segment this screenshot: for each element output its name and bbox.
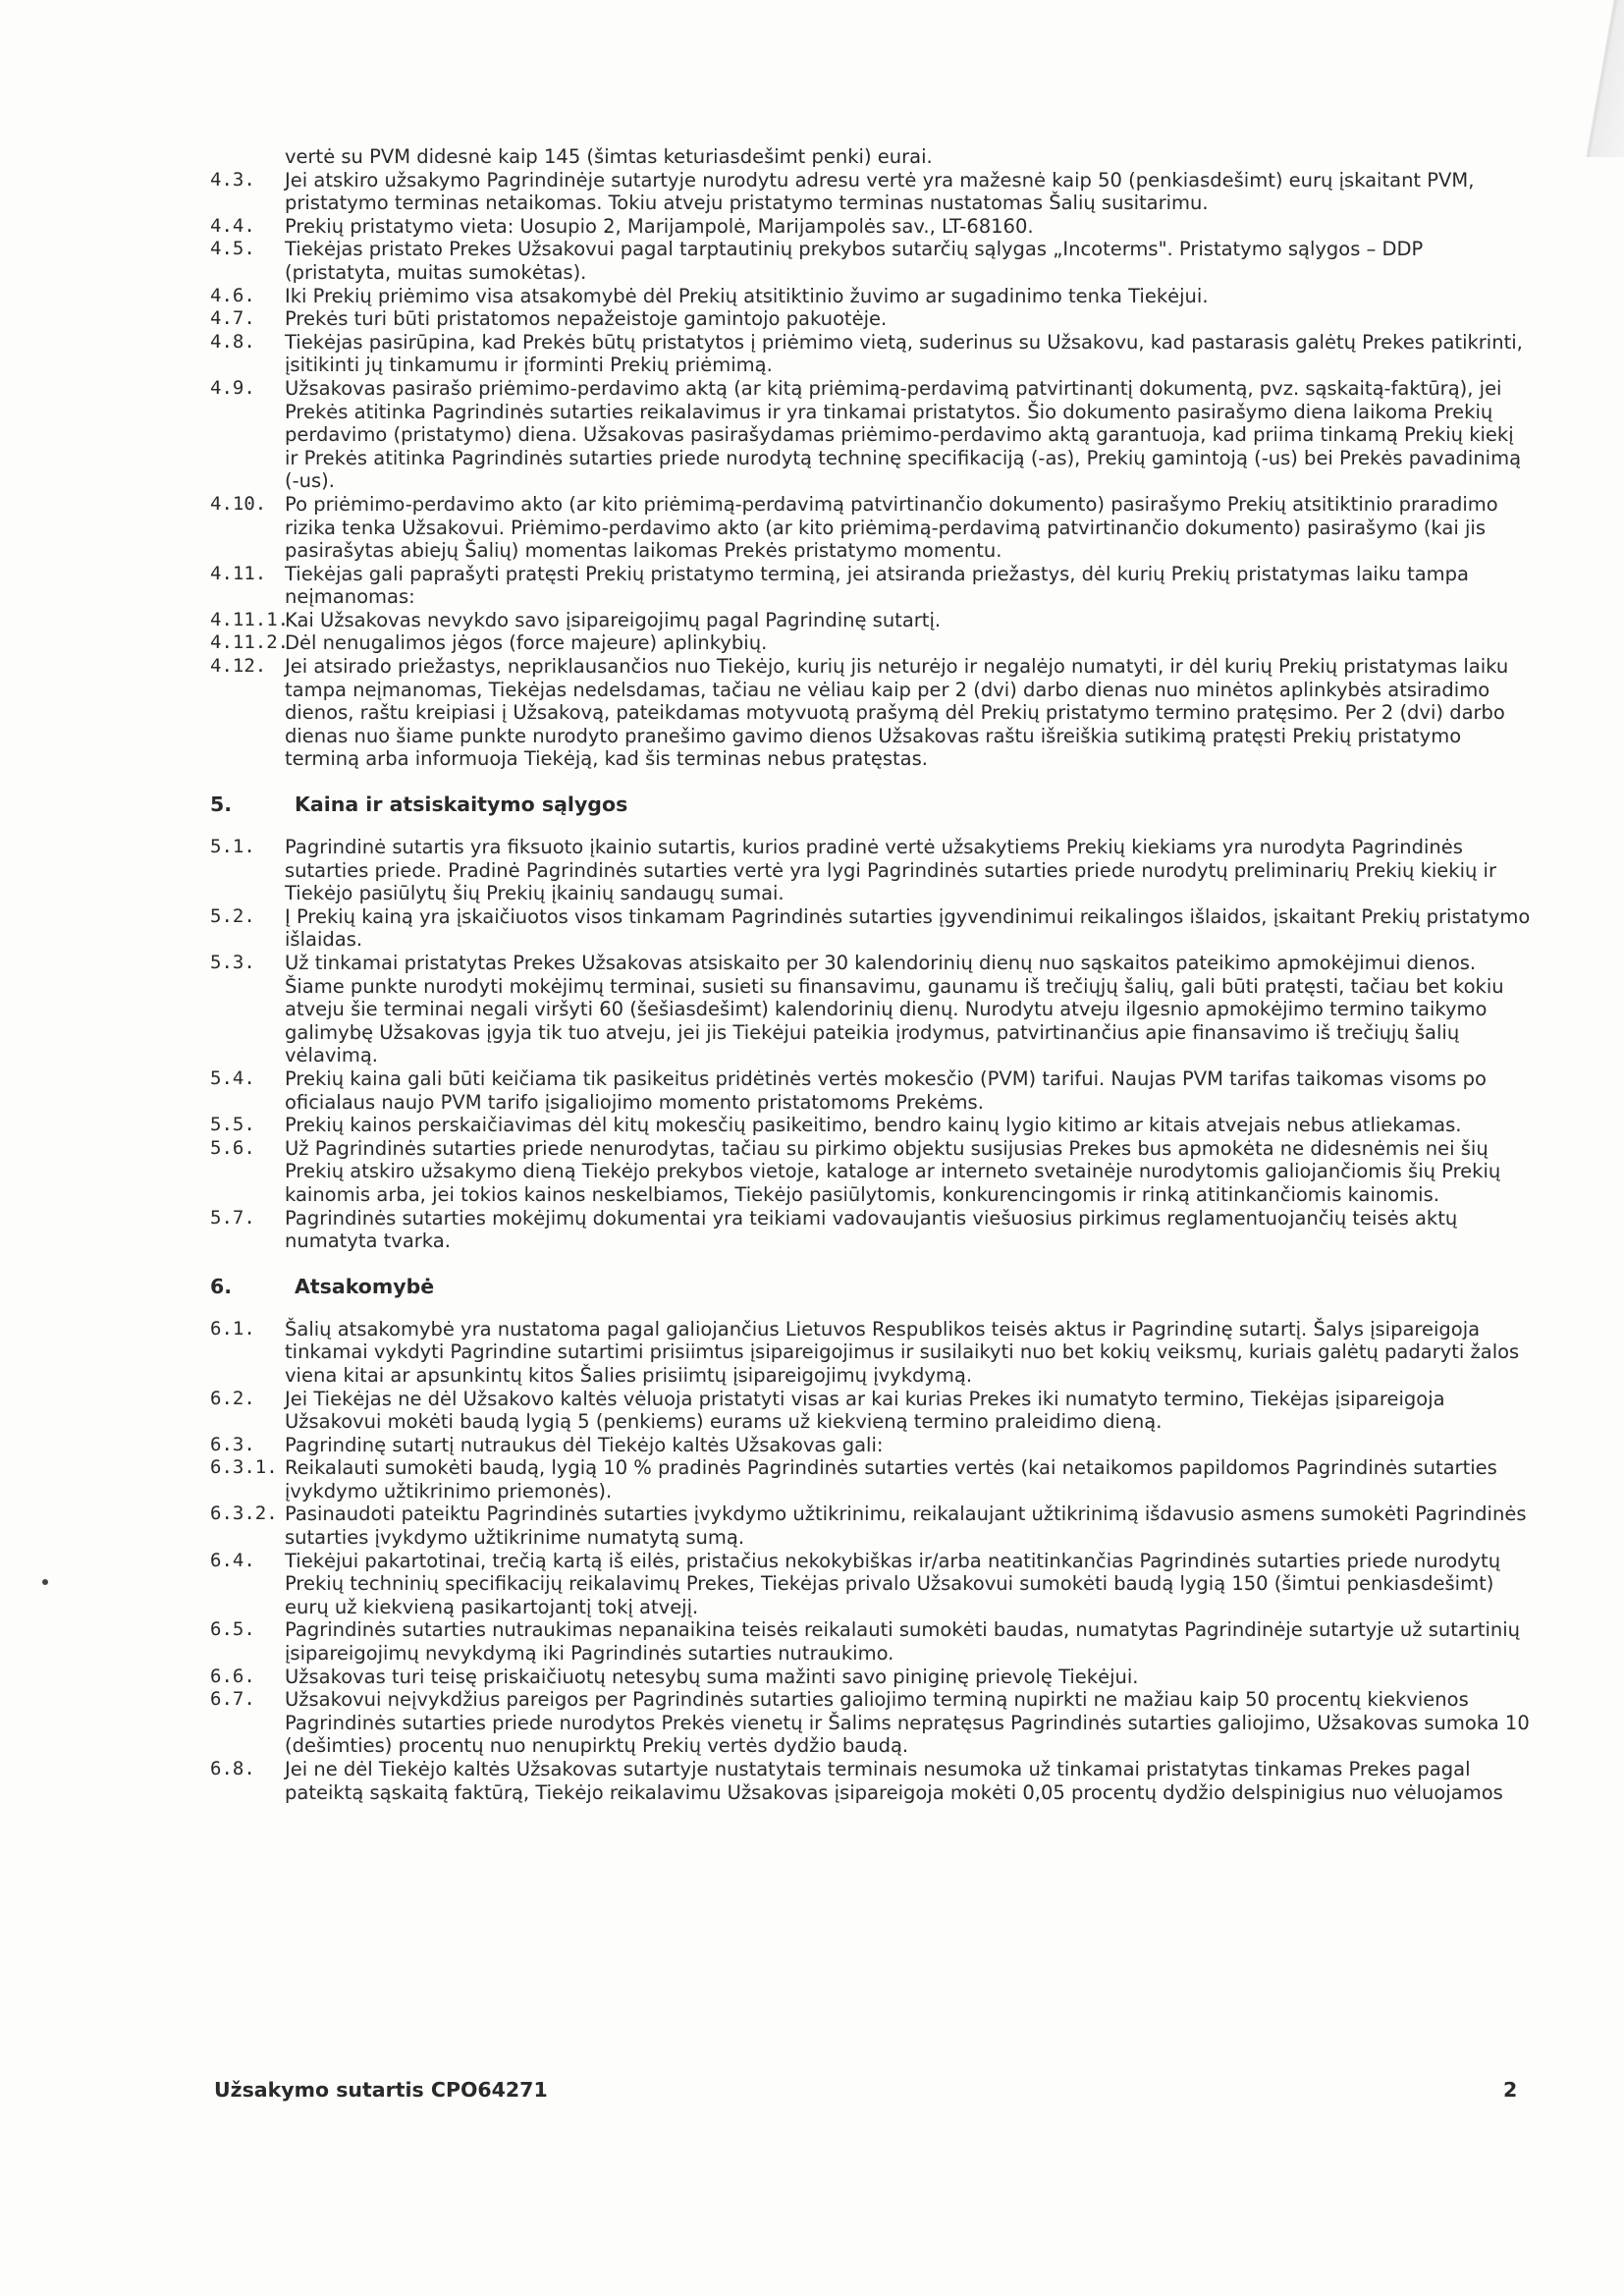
clause-number: 6.7. [210,1688,255,1711]
clause-5-2 [210,905,1531,952]
clause-text: Tiekėjas gali paprašyti pratęsti Prekių pristatymo terminą, jei atsiranda priežastys, dėl kurių Prekių pristatymas laiku tampa neįmanomas: [285,562,1469,609]
clause-number: 5.5. [210,1114,255,1136]
clause-5-6 [210,1137,1531,1207]
clause-4-5 [210,238,1531,284]
clause-number: 5.4. [210,1066,255,1089]
clause-number: 4.9. [210,376,255,399]
clause-5-7 [210,1207,1531,1253]
clause-number: 6.3.2. [210,1503,278,1525]
clause-text: Pagrindinę sutartį nutraukus dėl Tiekėjo kaltės Užsakovas gali: [285,1433,884,1456]
clause-text: Jei ne dėl Tiekėjo kaltės Užsakovas sutartyje nustatytais terminais nesumoka už tinkamai pristatytas tinkamas Prekes pagal pateiktą sąskaitą faktūrą, Tiekėjo reikalavimu Užsakovas įsipareigoja mokėti 0,05 procentų dydžio delspinigius nuo vėluojamos [285,1758,1503,1804]
clause-number: 6.3.1. [210,1456,278,1479]
clause-number: 5.3. [210,952,255,973]
clause-text: Pagrindinė sutartis yra fiksuoto įkainio sutartis, kurios pradinė vertė užsakytiems Prekių kiekiams yra nurodyta Pagrindinės sutarties priede. Pradinė Pagrindinės sutarties vertė yra lygi Pagrindinės sutarties priede nurodytų preliminarių Prekių kiekių ir Tiekėjo pasiūlytų šių Prekių įkainių sandaugų sumai. [285,836,1496,905]
clause-6-3-1 [210,1456,1531,1503]
clause-4-6 [210,285,1531,308]
clause-text: Užsakovui neįvykdžius pareigos per Pagrindinės sutarties galiojimo terminą nupirkti ne mažiau kaip 50 procentų kiekvienos Pagrindinės sutarties priede nurodytos Prekės vienetų ir Šalims nepratęsus Pagrindinės sutarties galiojimo, Užsakovas sumoka 10 (dešimties) procentų nuo nenupirktų Prekių vertės dydžio baudą. [285,1688,1530,1758]
clause-4-12 [210,655,1531,771]
clause-number: 6.1. [210,1317,255,1339]
clause-4-3 [210,169,1531,215]
clause-4-7 [210,307,1531,331]
clause-6-8 [210,1758,1531,1804]
continuation-text: vertė su PVM didesnė kaip 145 (šimtas keturiasdešimt penki) eurai. [285,145,933,168]
clause-6-7 [210,1688,1531,1758]
section-6-number: 6. [210,1274,233,1298]
scan-speck [42,1579,48,1585]
clause-text: Jei atsirado priežastys, nepriklausančios nuo Tiekėjo, kurių jis neturėjo ir negalėjo numatyti, ir dėl kurių Prekių pristatymas laiku tampa neįmanomas, Tiekėjas nedelsdamas, tačiau ne vėliau kaip per 2 (dvi) darbo dienas nuo minėtos aplinkybės atsiradimo dienos, raštu kreipiasi į Užsakovą, pateikdamas motyvuotą prašymą dėl Prekių pristatymo termino pratęsimo. Per 2 (dvi) darbo dienas nuo šiame punkte nurodyto pranešimo gavimo dienos Užsakovas raštu išreiškia sutikimą pratęsti Prekių pristatymo terminą arba informuoja Tiekėją, kad šis terminas nebus pratęstas. [285,655,1509,771]
clause-4-11-1 [210,609,1531,632]
clause-6-4 [210,1550,1531,1619]
clause-text: Tiekėjas pasirūpina, kad Prekės būtų pristatytos į priėmimo vietą, suderinus su Užsakovu, kad pastarasis galėtų Prekes patikrinti, įsitikinti jų tinkamumu ir įforminti Prekių priėmimą. [285,330,1523,377]
clause-number: 4.12. [210,655,267,678]
clause-number: 6.5. [210,1618,255,1641]
clause-5-1 [210,836,1531,905]
clause-text: Kai Užsakovas nevykdo savo įsipareigojimų pagal Pagrindinę sutartį. [285,608,942,631]
section-4-clauses [210,169,1531,771]
clause-number: 4.7. [210,307,255,330]
clause-text: Tiekėjas pristato Prekes Užsakovui pagal tarptautinių prekybos sutarčių sąlygas „Incoterms". Pristatymo sąlygos – DDP (pristatyta, muitas sumokėtas). [285,238,1424,284]
clause-4-11-2 [210,631,1531,655]
clause-text: Šalių atsakomybė yra nustatoma pagal galiojančius Lietuvos Respublikos teisės aktus ir Pagrindinę sutartį. Šalys įsipareigoja tinkamai vykdyti Pagrindine sutartimi prisiimtus įsipareigojimus ir susilaikyti nuo bet kokių veiksmų, kuriais galėtų padaryti žalos viena kitai ar apsunkintų kitos Šalies prisiimtų įsipareigojimų įvykdymą. [285,1317,1520,1387]
clause-number: 4.11.2. [210,631,290,654]
section-5-title: Kaina ir atsiskaitymo sąlygos [295,793,628,817]
section-5-clauses [210,836,1531,1253]
clause-text: Už Pagrindinės sutarties priede nenurodytas, tačiau su pirkimo objektu susijusias Prekes bus apmokėta ne didesnėmis nei šių Prekių atskiro užsakymo dieną Tiekėjo prekybos vietoje, kataloge ar interneto svetainėje nurodytomis galiojančiomis šių Prekių kainomis arba, jei tokios kainos neskelbiamos, Tiekėjo pasiūlytomis, konkurencingomis ir rinką atitinkančiomis kainomis. [285,1136,1501,1206]
clause-number: 5.7. [210,1206,255,1229]
clause-number: 6.6. [210,1665,255,1687]
clause-text: Dėl nenugalimos jėgos (force majeure) aplinkybių. [285,631,768,655]
clause-text: Iki Prekių priėmimo visa atsakomybė dėl Prekių atsitiktinio žuvimo ar sugadinimo tenka Tiekėjui. [285,284,1209,307]
clause-4-11 [210,563,1531,609]
clause-text: Už tinkamai pristatytas Prekes Užsakovas atsiskaito per 30 kalendorinių dienų nuo sąskaitos pateikimo apmokėjimui dienos. Šiame punkte nurodyti mokėjimų terminai, susieti su finansavimu, gaunamu iš trečiųjų šalių, gali būti pratęsti, tačiau bet kokiu atveju šie terminai negali viršyti 60 (šešiasdešimt) kalendorinių dienų. Nurodytu atveju ilgesnio apmokėjimo termino taikymo galimybę Užsakovas įgyja tik tuo atveju, jei jis Tiekėjui pateikia įrodymus, patvirtinančius apie finansavimo iš trečiųjų šalių vėlavimą. [285,952,1504,1067]
clause-text: Pagrindinės sutarties mokėjimų dokumentai yra teikiami vadovaujantis viešuosius pirkimus reglamentuojančių teisės aktų numatyta tvarka. [285,1206,1458,1253]
clause-text: Prekių kaina gali būti keičiama tik pasikeitus pridėtinės vertės mokesčio (PVM) tarifui. Naujas PVM tarifas taikomas visoms po oficialaus naujo PVM tarifo įsigaliojimo momento pristatomoms Prekėms. [285,1066,1487,1114]
clause-4-4 [210,215,1531,239]
clause-5-3 [210,952,1531,1067]
clause-6-3-2 [210,1503,1531,1549]
clause-text: Jei Tiekėjas ne dėl Užsakovo kaltės vėluoja pristatyti visas ar kai kurias Prekes iki numatyto termino, Tiekėjas įsipareigoja Užsakovui mokėti baudą lygią 5 (penkiems) eurams už kiekvieną termino praleidimo dieną. [285,1387,1445,1434]
clause-number: 6.2. [210,1387,255,1409]
clause-text: Prekių pristatymo vieta: Uosupio 2, Marijampolė, Marijampolės sav., LT-68160. [285,214,1034,238]
clause-4-8 [210,331,1531,377]
clause-6-3 [210,1434,1531,1457]
clause-number: 4.5. [210,238,255,260]
clause-text: Į Prekių kainą yra įskaičiuotos visos tinkamam Pagrindinės sutarties įgyvendinimui reikalingos išlaidos, įskaitant Prekių pristatymo išlaidas. [285,904,1531,952]
clause-text: Jei atskiro užsakymo Pagrindinėje sutartyje nurodytu adresu vertė yra mažesnė kaip 50 (penkiasdešimt) eurų įskaitant PVM, pristatymo terminas netaikomas. Tokiu atveju pristatymo terminas nustatomas Šalių susitarimu. [285,168,1475,215]
section-6-heading [210,1275,1531,1298]
clause-4-9 [210,377,1531,493]
clause-number: 6.3. [210,1433,255,1455]
page-corner-fold [1555,0,1624,157]
clause-number: 5.1. [210,836,255,858]
clause-number: 4.6. [210,284,255,306]
clause-number: 4.11.1. [210,608,290,630]
clause-6-1 [210,1318,1531,1388]
clause-6-5 [210,1618,1531,1665]
clause-number: 4.11. [210,562,267,584]
clause-number: 4.4. [210,214,255,237]
clause-4-10 [210,493,1531,563]
clause-text: Pasinaudoti pateiktu Pagrindinės sutarties įvykdymo užtikrinimu, reikalaujant užtikrinimą išdavusio asmens sumokėti Pagrindinės sutarties įvykdymo užtikrinime numatytą sumą. [285,1503,1527,1550]
clause-6-6 [210,1666,1531,1689]
clause-5-5 [210,1114,1531,1137]
clause-text: Užsakovas pasirašo priėmimo-perdavimo aktą (ar kitą priėmimą-perdavimą patvirtinantį dokumentą, pvz. sąskaitą-faktūrą), jei Prekės atitinka Pagrindinės sutarties reikalavimus ir yra tinkamai pristatytos. Šio dokumento pasirašymo diena laikoma Prekių perdavimo (pristatymo) diena. Užsakovas pasirašydamas priėmimo-perdavimo aktą garantuoja, kad priima tinkamą Prekių kiekį ir Prekės atitinka Pagrindinės sutarties priede nurodytą techninę specifikaciją (-as), Prekių gamintoją (-us) bei Prekės pavadinimą (-us). [285,376,1522,493]
clause-number: 6.4. [210,1549,255,1571]
section-5-number: 5. [210,793,233,817]
section-6-clauses [210,1318,1531,1804]
section-6-title: Atsakomybė [295,1274,435,1298]
clause-number: 5.6. [210,1136,255,1159]
clause-5-4 [210,1067,1531,1114]
clause-number: 5.2. [210,904,255,927]
clause-text: Užsakovas turi teisę priskaičiuotų netesybų suma mažinti savo piniginę prievolę Tiekėjui. [285,1665,1139,1688]
clause-number: 4.10. [210,492,267,515]
footer-page-number: 2 [1503,2078,1518,2102]
section-5-heading [210,793,1531,816]
clause-number: 6.8. [210,1758,255,1779]
clause-text: Prekės turi būti pristatomos nepažeistoje gamintojo pakuotėje. [285,307,888,331]
clause-6-2 [210,1388,1531,1434]
clause-text: Po priėmimo-perdavimo akto (ar kito priėmimą-perdavimą patvirtinančio dokumento) pasirašymo Prekių atsitiktinio praradimo rizika tenka Užsakovui. Priėmimo-perdavimo akto (ar kito priėmimą-perdavimą patvirtinančio dokumento) pasirašymo (kai jis pasirašytas abiejų Šalių) momentas laikomas Prekės pristatymo momentu. [285,492,1498,563]
clause-number: 4.8. [210,330,255,353]
clause-number: 4.3. [210,168,255,191]
clause-text: Reikalauti sumokėti baudą, lygią 10 % pradinės Pagrindinės sutarties vertės (kai netaikomos papildomos Pagrindinės sutarties įvykdymo užtikrinimo priemonės). [285,1456,1497,1503]
clause-text: Prekių kainos perskaičiavimas dėl kitų mokesčių pasikeitimo, bendro kainų lygio kitimo ar kitais atvejais nebus atliekamas. [285,1114,1462,1137]
document-body [210,145,1531,1804]
footer-contract-title: Užsakymo sutartis CPO64271 [214,2078,548,2102]
clause-text: Tiekėjui pakartotinai, trečią kartą iš eilės, pristačius nekokybiškas ir/arba neatitinkančias Pagrindinės sutarties priede nurodytų Prekių techninių specifikacijų reikalavimų Prekes, Tiekėjas privalo Užsakovui sumokėti baudą lygią 150 (šimtui penkiasdešimt) eurų už kiekvieną pasikartojantį tokį atvejį. [285,1549,1501,1618]
clause-text: Pagrindinės sutarties nutraukimas nepanaikina teisės reikalauti sumokėti baudas, numatytas Pagrindinėje sutartyje už sutartinių įsipareigojimų nevykdymą iki Pagrindinės sutarties nutraukimo. [285,1618,1521,1666]
